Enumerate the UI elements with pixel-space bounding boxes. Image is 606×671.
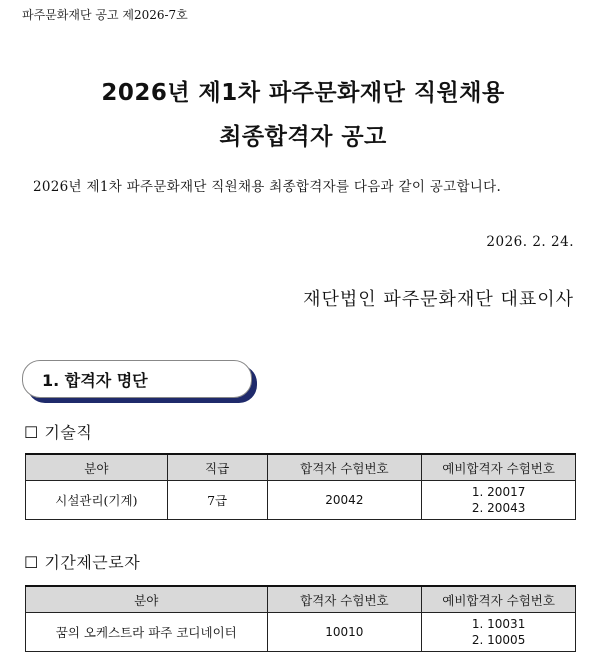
cell-alternates	[422, 481, 576, 520]
technical-heading: ☐ 기술직	[24, 423, 93, 442]
header-passed: 합격자 수험번호	[267, 454, 422, 481]
table-row	[26, 613, 576, 652]
alternate-1: 1. 10031	[471, 617, 526, 631]
title-line-2: 최종합격자 공고	[219, 124, 387, 150]
notice-number: 파주문화재단 공고 제2026-7호	[22, 8, 188, 22]
alternate-2: 2. 20043	[471, 501, 526, 515]
table-header-row	[26, 586, 576, 613]
header-alternates: 예비합격자 수험번호	[422, 586, 576, 613]
title-line-1: 2026년 제1차 파주문화재단 직원채용	[101, 80, 505, 106]
cell-grade: 7급	[167, 481, 267, 520]
technical-table	[25, 453, 576, 520]
header-field: 분야	[26, 586, 268, 613]
table-row	[26, 481, 576, 520]
organization-signature: 재단법인 파주문화재단 대표이사	[303, 289, 574, 310]
cell-passed: 10010	[267, 613, 422, 652]
intro-text: 2026년 제1차 파주문화재단 직원채용 최종합격자를 다음과 같이 공고합니다.	[33, 179, 502, 195]
fixed-term-table	[25, 585, 576, 652]
section-title: 1. 합격자 명단	[42, 371, 148, 390]
cell-field: 꿈의 오케스트라 파주 코디네이터	[26, 613, 268, 652]
header-field: 분야	[26, 454, 168, 481]
alternate-2: 2. 10005	[471, 633, 526, 647]
alternate-1: 1. 20017	[471, 485, 526, 499]
fixed-term-heading: ☐ 기간제근로자	[24, 553, 141, 572]
cell-passed: 20042	[267, 481, 422, 520]
header-passed: 합격자 수험번호	[267, 586, 422, 613]
header-grade: 직급	[167, 454, 267, 481]
cell-field: 시설관리(기계)	[26, 481, 168, 520]
notice-date: 2026. 2. 24.	[486, 234, 574, 250]
header-alternates: 예비합격자 수험번호	[422, 454, 576, 481]
table-header-row	[26, 454, 576, 481]
cell-alternates	[422, 613, 576, 652]
